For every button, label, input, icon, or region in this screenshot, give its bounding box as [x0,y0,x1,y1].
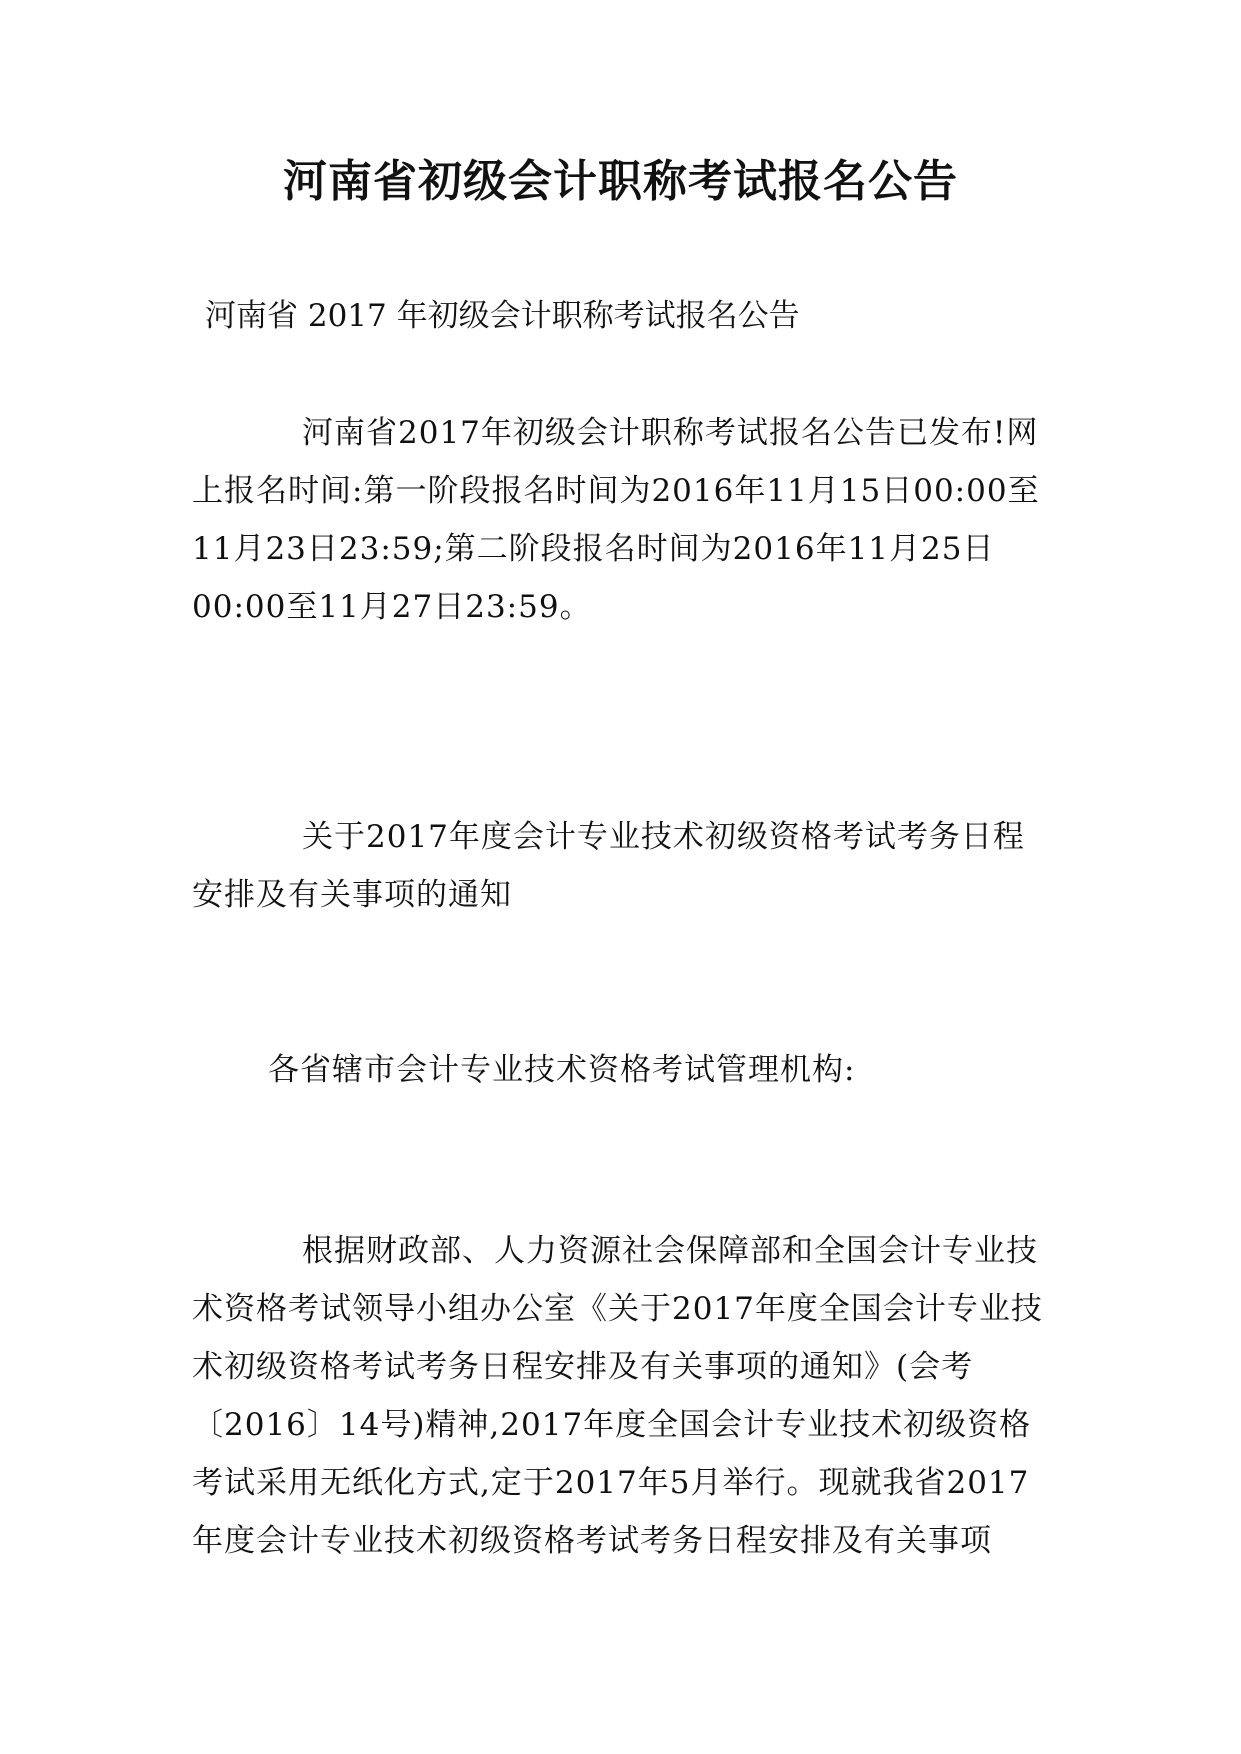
document-title: 河南省初级会计职称考试报名公告 [283,156,958,207]
document-subtitle: 河南省 2017 年初级会计职称考试报名公告 [205,298,800,334]
greeting-line: 各省辖市会计专业技术资格考试管理机构: [268,1052,856,1088]
body-paragraph: 根据财政部、人力资源社会保障部和全国会计专业技术资格考试领导小组办公室《关于2017年度全国会计专业技术初级资格考试考务日程安排及有关事项的通知》(会考〔2016〕14号)精神,2017年度全国会计专业技术初级资格考试采用无纸化方式,定于2017年5月举行。现就我省2017年度会计专业技术初级资格考试考务日程安排及有关事项 [192,1233,1043,1559]
registration-announcement-paragraph: 河南省2017年初级会计职称考试报名公告已发布!网上报名时间:第一阶段报名时间为2016年11月15日00:00至11月23日23:59;第二阶段报名时间为2016年11月25日00:00至11月27日23:59。 [192,415,1040,625]
notice-heading-paragraph: 关于2017年度会计专业技术初级资格考试考务日程安排及有关事项的通知 [192,819,1025,913]
